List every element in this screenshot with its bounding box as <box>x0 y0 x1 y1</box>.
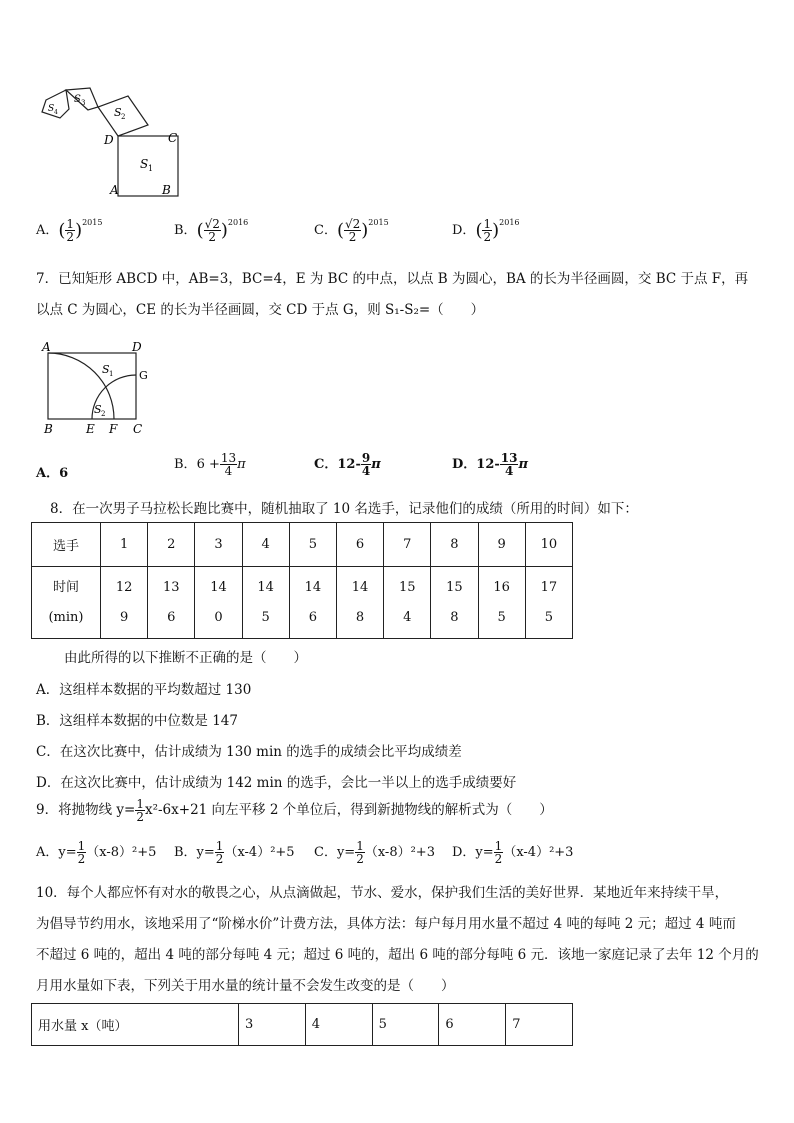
row-header-water: 用水量 x（吨） <box>32 1004 239 1046</box>
row-header-players: 选手 <box>32 523 101 567</box>
option-letter: C． <box>314 223 337 238</box>
table-cell: 1 <box>101 523 148 567</box>
option-letter: D． <box>452 223 476 238</box>
table-cell: 2 <box>148 523 195 567</box>
table-cell: 14 8 <box>336 567 383 639</box>
fraction: $\frac{1}{2}$ <box>77 839 86 866</box>
squares-figure <box>36 78 186 198</box>
q8-option-b[interactable]: B．这组样本数据的中位数是 147 <box>36 713 238 729</box>
fraction: $\frac{√2}{2}$ <box>204 217 220 244</box>
fraction: $\frac{1}{2}$ <box>136 797 144 824</box>
label-d: D <box>132 340 142 354</box>
q8-option-a[interactable]: A．这组样本数据的平均数超过 130 <box>36 682 252 698</box>
table-cell: 8 <box>431 523 478 567</box>
option-letter: B． <box>174 457 197 472</box>
option-letter: C． <box>314 457 338 472</box>
table-cell: 9 <box>478 523 525 567</box>
label-f: F <box>109 422 118 436</box>
fraction: $\frac{1}{2}$ <box>356 839 364 866</box>
table-cell: 4 <box>242 523 289 567</box>
q10-line: 为倡导节约用水，该地采用了“阶梯水价”计费方法，具体方法：每户每月用水量不超过 4 吨的每吨 2 元；超过 4 吨而 <box>36 916 736 932</box>
table-cell: 7 <box>506 1004 573 1046</box>
q7-line-2: 以点 C 为圆心，CE 的长为半径画圆，交 CD 于点 G，则 S₁-S₂=（ ） <box>36 302 485 318</box>
fraction: $\frac{13}{4}$ <box>500 451 518 478</box>
label-b: B <box>44 422 53 436</box>
table-cell: 13 6 <box>148 567 195 639</box>
q10-stem <box>36 878 760 1002</box>
fraction: $\frac{1}{2}$ <box>483 217 492 244</box>
label-s1: S <box>102 363 110 376</box>
q9-post: x²-6x+21 向左平移 2 个单位后，得到新抛物线的解析式为（ ） <box>144 802 553 818</box>
table-cell: 14 0 <box>195 567 242 639</box>
label-s2: S <box>114 106 122 119</box>
label-a: A <box>110 183 119 197</box>
label-s4-sub: 4 <box>54 109 58 116</box>
q10-table <box>31 1003 573 1046</box>
table-row <box>32 567 573 639</box>
q7-stem <box>36 264 760 326</box>
fraction: $\frac{1}{2}$ <box>66 217 75 244</box>
exponent: 2015 <box>82 218 103 227</box>
label-s4: S <box>48 104 55 114</box>
q8-option-d[interactable]: D．在这次比赛中，估计成绩为 142 min 的选手，会比一半以上的选手成绩要好 <box>36 775 517 791</box>
table-cell: 7 <box>384 523 431 567</box>
label-s2-sub: 2 <box>121 113 126 121</box>
table-cell: 4 <box>305 1004 372 1046</box>
q7-option-b[interactable] <box>174 452 246 477</box>
q9-pre: 9．将抛物线 y= <box>36 802 136 818</box>
fraction: $\frac{1}{2}$ <box>494 839 503 866</box>
label-e: E <box>86 422 95 436</box>
q10-line: 月用水量如下表，下列关于用水量的统计量不会发生改变的是（ ） <box>36 978 455 994</box>
fraction: $\frac{13}{4}$ <box>220 451 237 478</box>
table-cell: 10 <box>525 523 572 567</box>
option-letter: D． <box>452 457 477 472</box>
table-cell: 16 5 <box>478 567 525 639</box>
q8-table <box>31 522 573 639</box>
q9-option-a[interactable]: A．y= $\frac{1}{2}$ （x-8）²+5 <box>36 839 157 866</box>
exponent: 2015 <box>368 218 389 227</box>
rectangle-arcs-figure <box>36 338 166 438</box>
row-header-time: 时间 (min) <box>32 567 101 639</box>
table-cell: 6 <box>336 523 383 567</box>
label-s1-sub: 1 <box>109 370 114 378</box>
table-cell: 12 9 <box>101 567 148 639</box>
label-g: G <box>139 369 148 382</box>
label-s1-sub: 1 <box>148 164 154 173</box>
table-row <box>32 523 573 567</box>
q9-option-c[interactable]: C．y= $\frac{1}{2}$ （x-8）²+3 <box>314 839 435 866</box>
label-s2-sub: 2 <box>101 410 106 418</box>
option-pre: 6 + <box>196 457 220 472</box>
exponent: 2016 <box>499 218 520 227</box>
table-cell: 14 5 <box>242 567 289 639</box>
option-letter: A． <box>36 466 60 481</box>
q6-option-d[interactable]: D．( $\frac{1}{2}$ )$^{2016}$ <box>452 217 520 244</box>
q7-option-a[interactable] <box>36 462 68 481</box>
table-cell: 14 6 <box>289 567 336 639</box>
label-a: A <box>42 340 51 354</box>
q8-stem: 8．在一次男子马拉松长跑比赛中，随机抽取了 10 名选手，记录他们的成绩（所用的时间）如下： <box>50 501 638 517</box>
table-cell: 17 5 <box>525 567 572 639</box>
fraction: $\frac{√2}{2}$ <box>344 217 361 244</box>
table-cell: 15 8 <box>431 567 478 639</box>
q6-option-c[interactable]: C．( $\frac{√2}{2}$ )$^{2015}$ <box>314 217 389 244</box>
table-row <box>32 1004 573 1046</box>
label-c: C <box>133 422 143 436</box>
label-s2: S <box>94 403 102 416</box>
option-post: π <box>518 457 528 472</box>
q6-option-a[interactable]: A．( $\frac{1}{2}$ )$^{2015}$ <box>36 217 103 244</box>
label-s1: S <box>140 157 149 171</box>
table-cell: 3 <box>239 1004 306 1046</box>
option-value: 6 <box>59 466 69 481</box>
label-d: D <box>104 133 114 147</box>
option-post: π <box>371 457 381 472</box>
option-letter: B． <box>174 223 197 238</box>
label-s3: S <box>74 94 81 105</box>
fraction: $\frac{9}{4}$ <box>361 451 371 478</box>
table-cell: 6 <box>439 1004 506 1046</box>
label-c: C <box>168 131 178 145</box>
q10-line: 10．每个人都应怀有对水的敬畏之心，从点滴做起，节水、爱水，保护我们生活的美好世界．某地近年来持续干旱， <box>36 885 729 901</box>
q9-option-d[interactable]: D．y= $\frac{1}{2}$ （x-4）²+3 <box>452 839 574 866</box>
table-cell: 15 4 <box>384 567 431 639</box>
q7-line-1: 7．已知矩形 ABCD 中，AB=3，BC=4，E 为 BC 的中点，以点 B 为圆心，BA 的长为半径画圆，交 BC 于点 F，再 <box>36 271 749 287</box>
q7-option-c[interactable] <box>314 452 381 477</box>
option-letter: A． <box>36 223 59 238</box>
q6-option-b[interactable]: B．( $\frac{√2}{2}$ )$^{2016}$ <box>174 217 249 244</box>
label-s3-sub: 3 <box>81 99 86 107</box>
table-cell: 5 <box>289 523 336 567</box>
option-post: π <box>237 457 246 472</box>
q8-option-c[interactable]: C．在这次比赛中，估计成绩为 130 min 的选手的成绩会比平均成绩差 <box>36 744 462 760</box>
option-pre: 12- <box>337 457 361 472</box>
table-cell: 3 <box>195 523 242 567</box>
q9-stem <box>36 798 553 823</box>
exponent: 2016 <box>227 218 249 227</box>
q7-option-d[interactable] <box>452 452 528 477</box>
label-b: B <box>162 183 171 197</box>
option-pre: 12- <box>476 457 500 472</box>
q8-question: 由此所得的以下推断不正确的是（ ） <box>64 650 307 666</box>
table-cell: 5 <box>372 1004 439 1046</box>
fraction: $\frac{1}{2}$ <box>215 839 224 866</box>
q10-line: 不超过 6 吨的，超出 4 吨的部分每吨 4 元；超过 6 吨的，超出 6 吨的部分每吨 6 元．该地一家庭记录了去年 12 个月的 <box>36 947 759 963</box>
q9-option-b[interactable]: B．y= $\frac{1}{2}$ （x-4）²+5 <box>174 839 295 866</box>
